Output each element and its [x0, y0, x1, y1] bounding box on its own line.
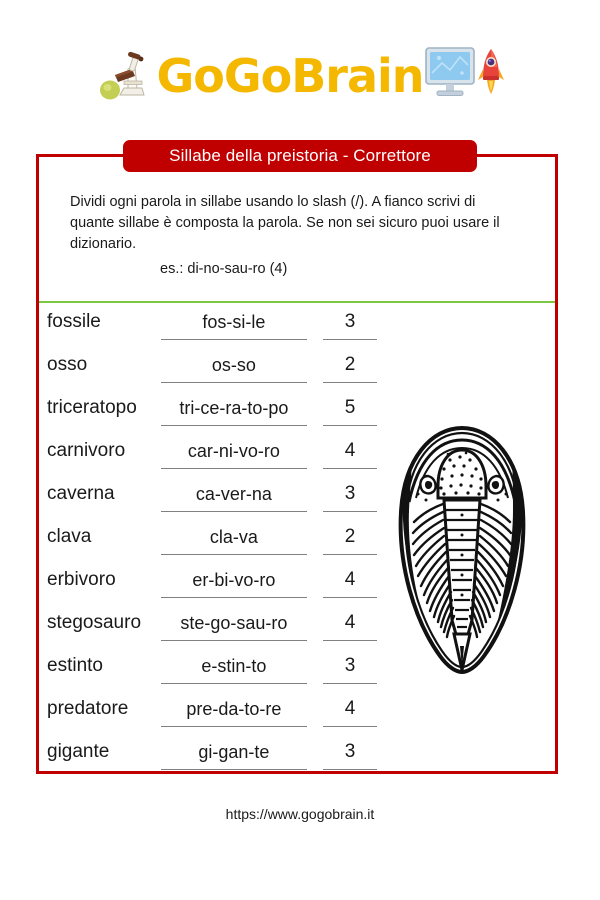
table-row — [47, 652, 377, 695]
syllables-answer-cell[interactable]: pre-da-to-re — [161, 695, 307, 727]
trilobite-fossil-illustration — [392, 424, 532, 676]
table-row — [47, 695, 377, 738]
syllable-count-cell[interactable]: 4 — [323, 566, 377, 598]
syllables-answer-cell[interactable]: er-bi-vo-ro — [161, 566, 307, 598]
word-cell: stegosauro — [47, 612, 142, 633]
instructions-block — [70, 192, 510, 280]
syllable-count-cell[interactable]: 2 — [323, 351, 377, 383]
rocket-icon — [476, 43, 506, 105]
word-cell: carnivoro — [47, 440, 126, 461]
word-cell: estinto — [47, 655, 103, 676]
syllables-answer-cell[interactable]: e-stin-to — [161, 652, 307, 684]
syllable-count-cell[interactable]: 3 — [323, 308, 377, 340]
table-row — [47, 351, 377, 394]
syllable-count-cell[interactable]: 4 — [323, 437, 377, 469]
word-cell: fossile — [47, 311, 101, 332]
syllables-answer-cell[interactable]: tri-ce-ra-to-po — [161, 394, 307, 426]
instructions-example: es.: di-no-sau-ro (4) — [160, 261, 288, 277]
syllable-count-cell[interactable]: 5 — [323, 394, 377, 426]
syllables-answer-cell[interactable]: gi-gan-te — [161, 738, 307, 770]
word-cell: triceratopo — [47, 397, 137, 418]
syllables-answer-cell[interactable]: ste-go-sau-ro — [161, 609, 307, 641]
table-row — [47, 523, 377, 566]
syllable-count-cell[interactable]: 4 — [323, 609, 377, 641]
syllable-count-cell[interactable]: 2 — [323, 523, 377, 555]
syllables-answer-cell[interactable]: car-ni-vo-ro — [161, 437, 307, 469]
syllables-answer-cell[interactable]: fos-si-le — [161, 308, 307, 340]
syllables-answer-cell[interactable]: cla-va — [161, 523, 307, 555]
section-divider — [39, 301, 555, 303]
table-row — [47, 609, 377, 652]
site-logo — [0, 38, 600, 110]
syllables-table — [47, 308, 377, 781]
table-row — [47, 394, 377, 437]
instructions-text: Dividi ogni parola in sillabe usando lo slash (/). A fianco scrivi di quante sillabe è composta la parola. Se non sei sicuro puoi usare il dizionario. — [70, 194, 500, 252]
syllable-count-cell[interactable]: 3 — [323, 652, 377, 684]
page-title: Sillabe della preistoria - Correttore — [169, 146, 431, 165]
monitor-icon — [422, 43, 480, 105]
syllable-count-cell[interactable]: 3 — [323, 738, 377, 770]
word-cell: predatore — [47, 698, 129, 719]
syllables-answer-cell[interactable]: os-so — [161, 351, 307, 383]
word-cell: gigante — [47, 741, 110, 762]
table-row — [47, 437, 377, 480]
syllable-count-cell[interactable]: 3 — [323, 480, 377, 512]
table-row — [47, 308, 377, 351]
table-row — [47, 566, 377, 609]
microscope-icon — [94, 43, 156, 105]
syllables-answer-cell[interactable]: ca-ver-na — [161, 480, 307, 512]
word-cell: caverna — [47, 483, 115, 504]
footer-url: https://www.gogobrain.it — [225, 806, 375, 822]
syllable-count-cell[interactable]: 4 — [323, 695, 377, 727]
word-cell: osso — [47, 354, 88, 375]
table-row — [47, 738, 377, 781]
word-cell: clava — [47, 526, 92, 547]
worksheet-title-banner — [123, 140, 477, 172]
word-cell: erbivoro — [47, 569, 116, 590]
logo-wordmark: GoGoBrain — [156, 49, 424, 103]
table-row — [47, 480, 377, 523]
